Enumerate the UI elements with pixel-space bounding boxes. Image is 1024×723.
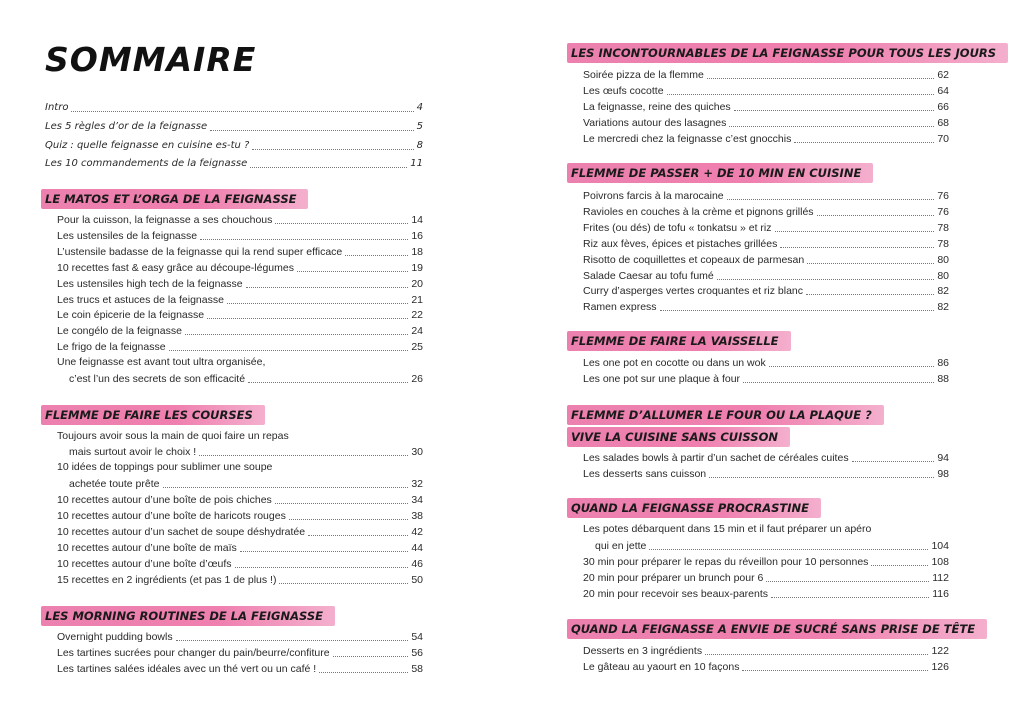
- dot-leader: [649, 549, 928, 550]
- dot-leader: [734, 110, 935, 111]
- toc-entry[interactable]: [583, 99, 949, 114]
- dot-leader: [817, 215, 935, 216]
- toc-entry-title: Les 10 commandements de la feignasse: [45, 158, 248, 170]
- toc-entry-page: 108: [931, 556, 949, 568]
- dot-leader: [240, 551, 409, 552]
- toc-entry[interactable]: [57, 645, 423, 660]
- dot-leader: [727, 199, 935, 200]
- toc-entry-title: Salade Caesar au tofu fumé: [583, 269, 714, 282]
- toc-entry-title: Ravioles en couches à la crème et pignons grillés: [583, 205, 814, 218]
- toc-entry-page: 66: [937, 100, 949, 113]
- dot-leader: [207, 318, 408, 319]
- toc-entry-page: 42: [411, 525, 423, 538]
- dot-leader: [199, 455, 408, 456]
- section-heading: VIVE LA CUISINE SANS CUISSON: [567, 427, 790, 447]
- toc-entry[interactable]: [69, 371, 423, 386]
- toc-entry-title: achetée toute prête: [69, 478, 160, 490]
- toc-entry[interactable]: [583, 643, 949, 658]
- toc-entry[interactable]: [45, 156, 423, 171]
- toc-entry-page: 50: [411, 573, 423, 586]
- toc-entry-page: 34: [411, 494, 423, 506]
- toc-entry-page: 18: [411, 245, 423, 258]
- toc-entry[interactable]: [583, 220, 949, 235]
- toc-entry[interactable]: [57, 524, 423, 539]
- toc-entry-title: Les œufs cocotte: [583, 84, 664, 97]
- toc-entry-title: Les tartines salées idéales avec un thé vert ou un café !: [57, 662, 317, 675]
- page-title: SOMMAIRE: [45, 40, 257, 79]
- toc-entry-title: 20 min pour recevoir ses beaux-parents: [583, 587, 769, 600]
- toc-entry[interactable]: [583, 450, 949, 465]
- toc-entry-page: 56: [411, 646, 423, 659]
- toc-entry[interactable]: [45, 119, 423, 134]
- toc-entry[interactable]: [583, 371, 949, 386]
- toc-entry[interactable]: [57, 492, 423, 507]
- dot-leader: [769, 366, 935, 367]
- toc-entry-title: Variations autour des lasagnes: [583, 116, 727, 129]
- toc-entry[interactable]: [57, 661, 423, 676]
- toc-entry-page: 44: [411, 541, 423, 554]
- toc-entry[interactable]: [57, 508, 423, 523]
- dot-leader: [289, 519, 408, 520]
- toc-entry-title: 10 recettes fast & easy grâce au découpe-légumes: [57, 261, 294, 274]
- toc-entry-page: 70: [937, 132, 949, 145]
- toc-entry-page: 98: [937, 467, 949, 480]
- toc-entry-title: La feignasse, reine des quiches: [583, 100, 731, 113]
- section-heading: LE MATOS ET L’ORGA DE LA FEIGNASSE: [41, 189, 308, 209]
- dot-leader: [743, 382, 934, 383]
- toc-entry-page: 94: [937, 452, 949, 464]
- toc-entry-title: Riz aux fèves, épices et pistaches grillées: [583, 237, 778, 250]
- toc-entry-title: L’ustensile badasse de la feignasse qui la rend super efficace: [57, 245, 343, 258]
- toc-entry-title: Le coin épicerie de la feignasse: [57, 309, 205, 322]
- toc-entry-page: 20: [411, 277, 423, 290]
- toc-entry[interactable]: [583, 83, 949, 98]
- toc-entry-title: 15 recettes en 2 ingrédients (et pas 1 de plus !): [57, 573, 277, 586]
- toc-entry-page: 5: [416, 120, 423, 132]
- toc-entry-title: Soirée pizza de la flemme: [583, 69, 704, 81]
- dot-leader: [742, 670, 928, 671]
- toc-entry-page: 126: [931, 660, 949, 673]
- toc-entry[interactable]: [57, 339, 423, 354]
- toc-entry-title: qui en jette: [595, 540, 647, 552]
- toc-entry[interactable]: [57, 556, 423, 571]
- toc-entry-title: Le gâteau au yaourt en 10 façons: [583, 660, 740, 673]
- dot-leader: [308, 535, 408, 536]
- toc-entry[interactable]: [45, 138, 423, 153]
- toc-entry-title: Le congélo de la feignasse: [57, 325, 182, 338]
- toc-entry-page: 86: [937, 357, 949, 369]
- toc-entry-page: 62: [937, 69, 949, 81]
- toc-entry-title: Le frigo de la feignasse: [57, 341, 166, 354]
- toc-entry-title: Les one pot sur une plaque à four: [583, 372, 741, 385]
- toc-entry[interactable]: [583, 355, 949, 370]
- dot-leader: [807, 263, 934, 264]
- dot-leader: [275, 223, 408, 224]
- toc-entry-page: 104: [931, 540, 949, 552]
- dot-leader: [319, 672, 408, 673]
- toc-entry-page: 116: [932, 587, 949, 600]
- toc-entry-page: 80: [937, 269, 949, 282]
- toc-entry[interactable]: [57, 629, 423, 644]
- toc-entry[interactable]: [583, 299, 949, 314]
- section-heading: FLEMME D’ALLUMER LE FOUR OU LA PLAQUE ?: [567, 405, 884, 425]
- toc-entry-title: Les 5 règles d’or de la feignasse: [45, 120, 208, 132]
- toc-entry-page: 122: [931, 645, 949, 657]
- dot-leader: [705, 654, 928, 655]
- dot-leader: [275, 503, 409, 504]
- toc-entry-page: 78: [937, 237, 949, 250]
- toc-entry-page: 25: [411, 341, 423, 354]
- toc-entry-title: 10 recettes autour d’une boîte de maïs: [57, 541, 237, 554]
- toc-entry-page: 88: [937, 372, 949, 385]
- toc-entry-title: Ramen express: [583, 301, 657, 314]
- toc-entry-title: Desserts en 3 ingrédients: [583, 645, 703, 657]
- toc-entry[interactable]: [583, 466, 949, 481]
- section-heading: FLEMME DE FAIRE LA VAISSELLE: [567, 331, 791, 351]
- toc-entry[interactable]: [595, 538, 949, 553]
- toc-entry-page: 58: [411, 662, 423, 675]
- dot-leader: [169, 350, 409, 351]
- dot-leader: [806, 294, 934, 295]
- toc-entry-title: Pour la cuisson, la feignasse a ses chouchous: [57, 214, 273, 226]
- toc-entry-page: 82: [937, 285, 949, 298]
- toc-entry-title: Intro: [45, 102, 69, 113]
- toc-entry[interactable]: [583, 252, 949, 267]
- dot-leader: [667, 94, 935, 95]
- toc-entry-page: 24: [411, 325, 423, 338]
- dot-leader: [71, 111, 413, 112]
- dot-leader: [717, 279, 935, 280]
- dot-leader: [246, 287, 409, 288]
- toc-entry[interactable]: [583, 268, 949, 283]
- section-heading: FLEMME DE PASSER + DE 10 MIN EN CUISINE: [567, 163, 873, 183]
- toc-entry-page: 4: [416, 102, 423, 113]
- toc-entry-title: 10 recettes autour d’une boîte de haricots rouges: [57, 509, 286, 522]
- toc-entry-title: Les ustensiles high tech de la feignasse: [57, 277, 243, 290]
- toc-entry-page: 54: [411, 631, 423, 643]
- toc-entry-page: 16: [411, 229, 423, 242]
- toc-entry-title: Overnight pudding bowls: [57, 631, 173, 643]
- toc-entry-title: Les ustensiles de la feignasse: [57, 229, 198, 242]
- section-heading: LES MORNING ROUTINES DE LA FEIGNASSE: [41, 606, 335, 626]
- toc-entry[interactable]: [57, 228, 423, 243]
- toc-entry[interactable]: [583, 570, 949, 585]
- dot-leader: [771, 597, 929, 598]
- section-heading: QUAND LA FEIGNASSE A ENVIE DE SUCRÉ SANS PRISE DE TÊTE: [567, 619, 987, 639]
- toc-entry-title: 10 recettes autour d’une boîte de pois chiches: [57, 494, 272, 506]
- toc-entry-title: Curry d’asperges vertes croquantes et riz blanc: [583, 285, 804, 298]
- toc-entry-title-line: Toujours avoir sous la main de quoi faire un repas: [57, 430, 289, 442]
- toc-entry-title: 20 min pour préparer un brunch pour 6: [583, 571, 764, 584]
- section-heading: QUAND LA FEIGNASSE PROCRASTINE: [567, 498, 821, 518]
- toc-entry-title: Le mercredi chez la feignasse c’est gnocchis: [583, 132, 792, 145]
- toc-entry[interactable]: [45, 100, 423, 115]
- dot-leader: [297, 271, 408, 272]
- toc-entry-title: Les salades bowls à partir d’un sachet de céréales cuites: [583, 452, 849, 464]
- dot-leader: [163, 487, 409, 488]
- toc-entry-title: Les trucs et astuces de la feignasse: [57, 293, 224, 306]
- toc-entry[interactable]: [57, 540, 423, 555]
- toc-entry-page: 11: [410, 158, 423, 170]
- toc-entry-title: Les one pot en cocotte ou dans un wok: [583, 357, 766, 369]
- section-heading: FLEMME DE FAIRE LES COURSES: [41, 405, 265, 425]
- toc-entry-page: 46: [411, 557, 423, 570]
- toc-entry[interactable]: [583, 204, 949, 219]
- toc-entry-title: 30 min pour préparer le repas du réveillon pour 10 personnes: [583, 556, 869, 568]
- toc-entry-page: 76: [937, 205, 949, 218]
- toc-entry-page: 112: [932, 571, 949, 584]
- toc-entry-page: 8: [416, 139, 423, 151]
- dot-leader: [333, 656, 409, 657]
- toc-entry[interactable]: [69, 476, 423, 491]
- dot-leader: [200, 239, 408, 240]
- toc-entry-page: 80: [937, 253, 949, 266]
- toc-entry-page: 30: [411, 446, 423, 458]
- toc-entry-page: 19: [411, 261, 423, 274]
- dot-leader: [766, 581, 929, 582]
- dot-leader: [775, 231, 935, 232]
- toc-entry[interactable]: [583, 67, 949, 82]
- toc-entry-title: 10 recettes autour d’une boîte d’œufs: [57, 557, 232, 570]
- toc-entry-title: Les desserts sans cuisson: [583, 467, 707, 480]
- toc-entry-title-line: Les potes débarquent dans 15 min et il faut préparer un apéro: [583, 523, 872, 535]
- toc-entry[interactable]: [57, 212, 423, 227]
- toc-entry[interactable]: [57, 276, 423, 291]
- toc-entry[interactable]: [583, 188, 949, 203]
- toc-entry-title: Quiz : quelle feignasse en cuisine es-tu ?: [45, 139, 250, 151]
- toc-entry-page: 14: [411, 214, 423, 226]
- toc-entry-page: 22: [411, 309, 423, 322]
- toc-entry-title-line: 10 idées de toppings pour sublimer une soupe: [57, 461, 273, 473]
- dot-leader: [794, 142, 934, 143]
- toc-entry[interactable]: [583, 554, 949, 569]
- toc-entry-title: Poivrons farcis à la marocaine: [583, 190, 724, 202]
- dot-leader: [660, 310, 935, 311]
- toc-entry-page: 68: [937, 116, 949, 129]
- toc-entry-page: 76: [937, 190, 949, 202]
- toc-entry-title: c’est l’un des secrets de son efficacité: [69, 373, 246, 385]
- toc-entry[interactable]: [583, 283, 949, 298]
- dot-leader: [252, 149, 413, 150]
- toc-entry[interactable]: [57, 307, 423, 322]
- toc-entry-title-line: Une feignasse est avant tout ultra organisée,: [57, 356, 266, 368]
- toc-entry-page: 38: [411, 509, 423, 522]
- dot-leader: [780, 247, 934, 248]
- dot-leader: [176, 640, 409, 641]
- toc-entry-page: 26: [411, 373, 423, 385]
- dot-leader: [248, 382, 408, 383]
- dot-leader: [709, 477, 934, 478]
- toc-entry[interactable]: [583, 659, 949, 674]
- dot-leader: [210, 130, 414, 131]
- toc-entry[interactable]: [583, 131, 949, 146]
- dot-leader: [345, 255, 408, 256]
- toc-entry-page: 78: [937, 221, 949, 234]
- dot-leader: [227, 303, 408, 304]
- toc-entry[interactable]: [57, 244, 423, 259]
- dot-leader: [707, 78, 935, 79]
- toc-entry[interactable]: [57, 260, 423, 275]
- toc-entry-page: 32: [411, 478, 423, 490]
- toc-entry[interactable]: [583, 115, 949, 130]
- toc-entry[interactable]: [57, 292, 423, 307]
- dot-leader: [250, 167, 407, 168]
- toc-entry-page: 21: [411, 293, 423, 306]
- dot-leader: [871, 565, 928, 566]
- toc-entry[interactable]: [583, 236, 949, 251]
- toc-entry[interactable]: [583, 586, 949, 601]
- dot-leader: [279, 583, 408, 584]
- toc-entry-title: 10 recettes autour d’un sachet de soupe déshydratée: [57, 525, 306, 538]
- toc-entry[interactable]: [69, 444, 423, 459]
- toc-entry-title: mais surtout avoir le choix !: [69, 446, 197, 458]
- dot-leader: [852, 461, 935, 462]
- toc-entry[interactable]: [57, 572, 423, 587]
- section-heading: LES INCONTOURNABLES DE LA FEIGNASSE POUR TOUS LES JOURS: [567, 43, 1008, 63]
- toc-entry-title: Frites (ou dés) de tofu « tonkatsu » et riz: [583, 221, 772, 234]
- toc-entry-title: Risotto de coquillettes et copeaux de parmesan: [583, 253, 805, 266]
- toc-entry-page: 64: [937, 84, 949, 97]
- dot-leader: [185, 334, 408, 335]
- dot-leader: [235, 567, 409, 568]
- toc-entry[interactable]: [57, 323, 423, 338]
- toc-entry-page: 82: [937, 301, 949, 314]
- toc-entry-title: Les tartines sucrées pour changer du pain/beurre/confiture: [57, 646, 330, 659]
- dot-leader: [729, 126, 934, 127]
